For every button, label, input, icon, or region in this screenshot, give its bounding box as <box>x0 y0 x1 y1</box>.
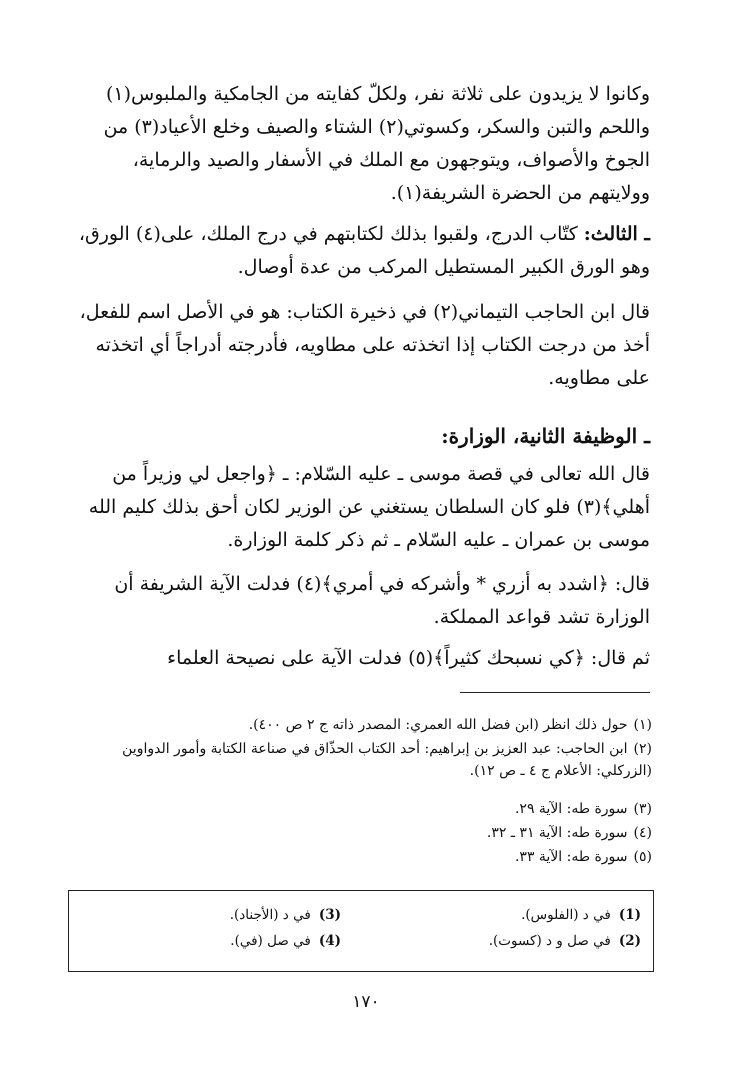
footnote-3: (٣)سورة طه: الآية ٢٩. <box>514 801 652 817</box>
footnote-1: (١)حول ذلك انظر (ابن فضل الله العمري: المصدر ذاته ج ٢ ص ٤٠٠). <box>248 717 652 733</box>
footnote-4: (٤)سورة طه: الآية ٣١ ـ ٣٢. <box>486 825 652 841</box>
variant-3: (3)في د (الأجناد). <box>229 907 341 923</box>
paragraph-2-text: كتّاب الدرج، ولقبوا بذلك لكتابتهم في درج الملك، على(٤) الورق، وهو الورق الكبير المستطيل المركب من عدة أوصال. <box>78 223 650 278</box>
paragraph-2-lead: ـ الثالث: <box>583 223 650 245</box>
variant-4: (4)في صل (في). <box>230 933 341 949</box>
paragraph-2 <box>70 218 650 284</box>
textual-variants-box <box>68 890 654 972</box>
page-number: ١٧٠ <box>352 992 380 1012</box>
paragraph-3: قال ابن الحاجب التيماني(٢) في ذخيرة الكتاب: هو في الأصل اسم للفعل، أخذ من درجت الكتاب إذا اتخذته على مطاويه، فأدرجته أدراجاً أي اتخذته على مطاويه. <box>79 301 650 389</box>
footnote-2: (٢)ابن الحاجب: عبد العزيز بن إبراهيم: أحد الكتاب الحذّاق في صناعة الكتابة وأمور الدواوين (الزركلي: الأعلام ج ٤ ـ ص ١٢). <box>122 741 652 779</box>
paragraph-6: ثم قال: ﴿كي نسبحك كثيراً﴾(٥) فدلت الآية على نصيحة العلماء <box>167 647 650 669</box>
footnote-separator <box>460 692 650 693</box>
paragraph-1: وكانوا لا يزيدون على ثلاثة نفر، ولكلّ كفايته من الجامكية والملبوس(١) واللحم والتبن والسكر، وكسوتي(٢) الشتاء والصيف وخلع الأعياد(٣) من الجوخ والأصواف، ويتوجهون مع الملك في الأسفار والصيد والرماية، وولايتهم من الحضرة الشريفة(١). <box>103 83 650 204</box>
section-heading: ـ الوظيفة الثانية، الوزارة: <box>441 424 650 448</box>
footnote-5: (٥)سورة طه: الآية ٣٣. <box>514 849 652 865</box>
paragraph-4: قال الله تعالى في قصة موسى ـ عليه السّلام: ـ ﴿واجعل لي وزيراً من أهلي﴾(٣) فلو كان السلطان يستغني عن الوزير لكان أحق بذلك كليم الله موسى بن عمران ـ عليه السّلام ـ ثم ذكر كلمة الوزارة. <box>88 463 650 551</box>
variant-2: (2)في صل و د (كسوت). <box>488 933 641 949</box>
paragraph-5: قال: ﴿اشدد به أزري * وأشركه في أمري﴾(٤) فدلت الآية الشريفة أن الوزارة تشد قواعد المملكة. <box>114 573 650 628</box>
variant-1: (1)في د (الفلوس). <box>521 907 641 923</box>
